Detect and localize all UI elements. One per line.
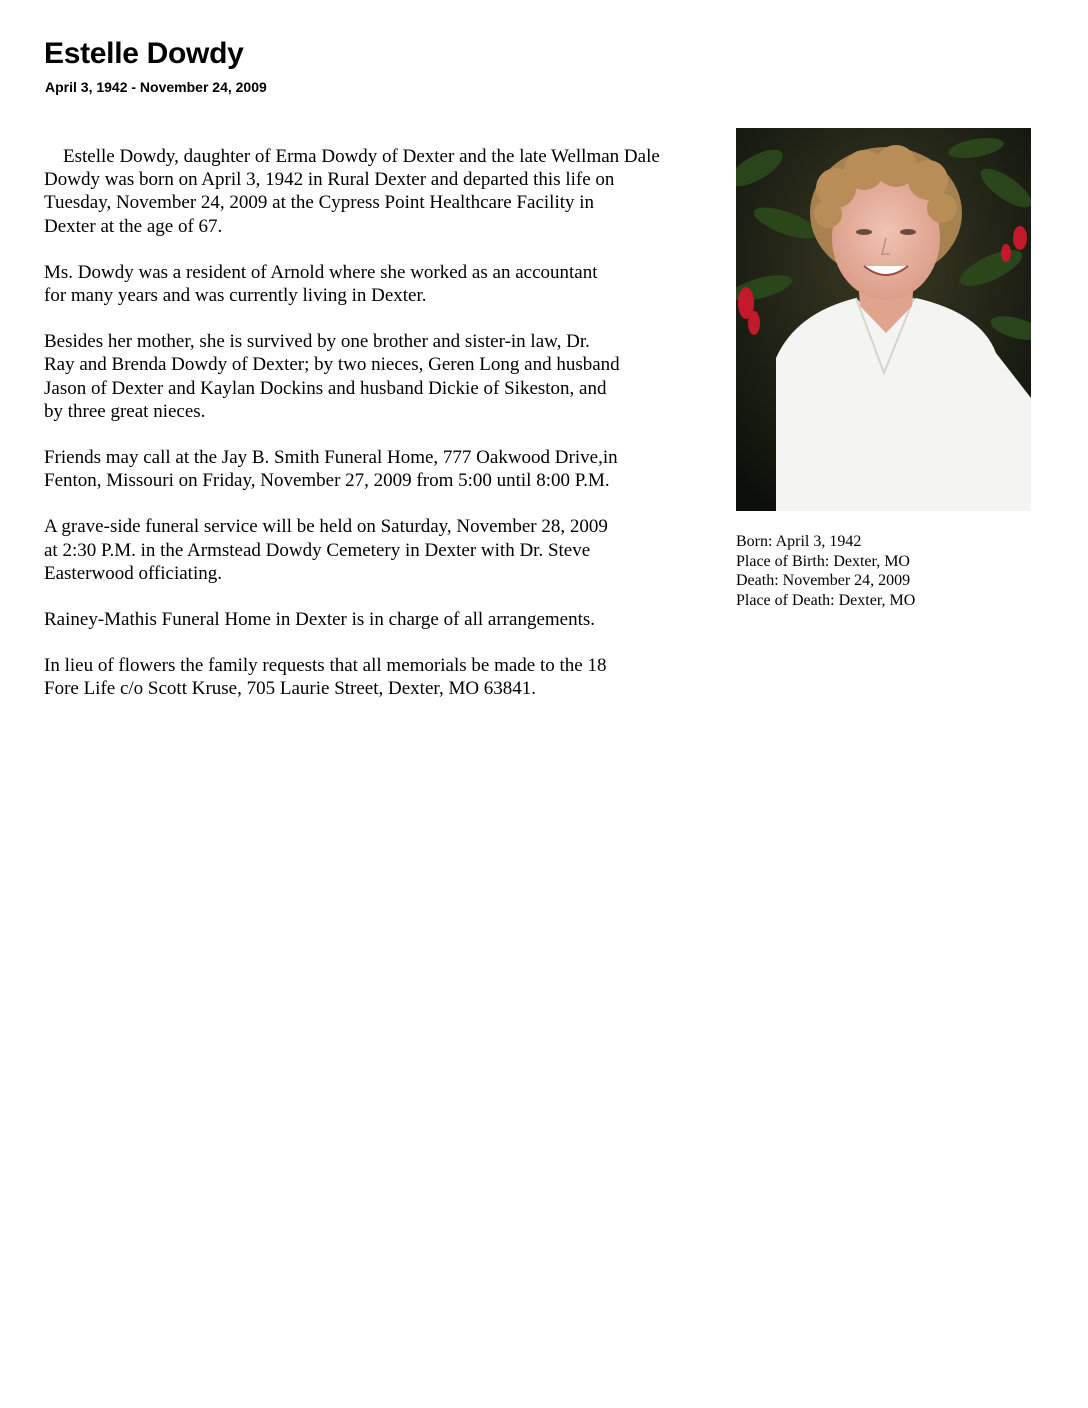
text-line: Ray and Brenda Dowdy of Dexter; by two nieces, Geren Long and husband bbox=[44, 354, 620, 376]
text-line: Dexter at the age of 67. bbox=[44, 215, 223, 237]
right-eye bbox=[900, 229, 916, 235]
text-line: Dowdy was born on April 3, 1942 in Rural Dexter and departed this life on bbox=[44, 169, 615, 191]
text-line: Ms. Dowdy was a resident of Arnold where she worked as an accountant bbox=[44, 261, 598, 283]
paragraph-3 bbox=[44, 330, 764, 423]
obituary-name: Estelle Dowdy bbox=[44, 37, 244, 70]
paragraph-7 bbox=[44, 654, 764, 700]
text-line: Fenton, Missouri on Friday, November 27, 2009 from 5:00 until 8:00 P.M. bbox=[44, 470, 610, 492]
text-line: Tuesday, November 24, 2009 at the Cypress Point Healthcare Facility in bbox=[44, 192, 595, 214]
death-line: Death: November 24, 2009 bbox=[736, 572, 911, 589]
portrait-photo bbox=[736, 128, 1031, 511]
text-line: at 2:30 P.M. in the Armstead Dowdy Cemetery in Dexter with Dr. Steve bbox=[44, 539, 591, 561]
paragraph-6 bbox=[44, 608, 764, 631]
text-line: Easterwood officiating. bbox=[44, 562, 222, 584]
paragraph-2 bbox=[44, 261, 764, 307]
paragraph-1 bbox=[44, 145, 764, 238]
text-line: Estelle Dowdy, daughter of Erma Dowdy of Dexter and the late Wellman Dale bbox=[44, 146, 660, 167]
paragraph-4 bbox=[44, 446, 764, 492]
obituary-body bbox=[44, 145, 764, 724]
place-of-death-line: Place of Death: Dexter, MO bbox=[736, 591, 916, 609]
text-line: In lieu of flowers the family requests that all memorials be made to the 18 bbox=[44, 655, 607, 677]
text-line: Fore Life c/o Scott Kruse, 705 Laurie Street, Dexter, MO 63841. bbox=[44, 678, 537, 700]
born-line: Born: April 3, 1942 bbox=[736, 533, 862, 550]
left-eye bbox=[856, 229, 872, 235]
text-line: for many years and was currently living in Dexter. bbox=[44, 285, 427, 307]
text-line: Rainey-Mathis Funeral Home in Dexter is in charge of all arrangements. bbox=[44, 609, 596, 631]
text-line: A grave-side funeral service will be held on Saturday, November 28, 2009 bbox=[44, 516, 608, 538]
portrait-photo-icon bbox=[736, 128, 1031, 511]
text-line: Friends may call at the Jay B. Smith Funeral Home, 777 Oakwood Drive,in bbox=[44, 447, 618, 469]
obituary-dates: April 3, 1942 - November 24, 2009 bbox=[45, 79, 267, 95]
text-line: Jason of Dexter and Kaylan Dockins and husband Dickie of Sikeston, and bbox=[44, 377, 607, 399]
place-of-birth-line: Place of Birth: Dexter, MO bbox=[736, 552, 910, 570]
vital-info bbox=[736, 532, 915, 610]
text-line: by three great nieces. bbox=[44, 400, 206, 422]
paragraph-5 bbox=[44, 515, 764, 585]
text-line: Besides her mother, she is survived by one brother and sister-in law, Dr. bbox=[44, 331, 590, 353]
